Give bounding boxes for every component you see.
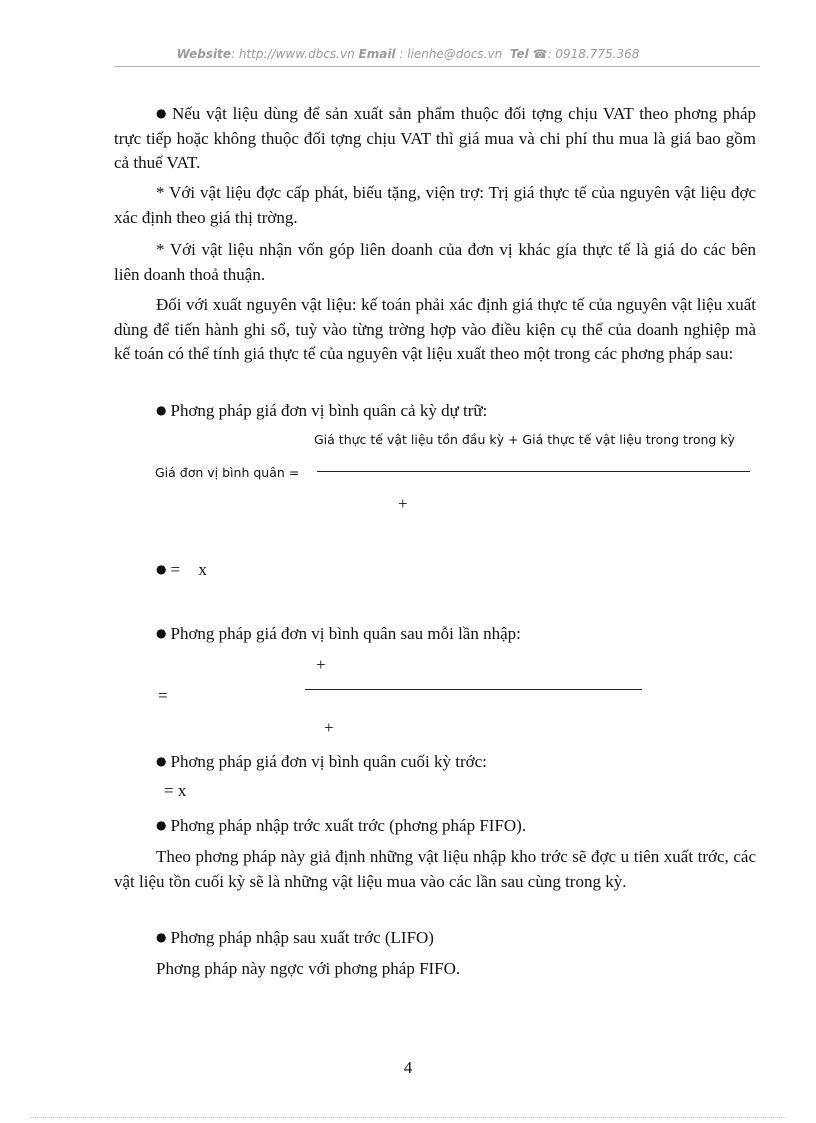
bullet-icon: ● — [156, 403, 167, 417]
bullet-method-lifo: ● Phơng pháp nhập sau xuất trớc (LIFO) — [156, 928, 434, 947]
paragraph-fifo-explanation: Theo phơng pháp này giả định những vật liệu nhập kho trớc sẽ đợc u tiên xuất trớc, các vật liệu tồn cuối kỳ sẽ là những vật liệu mua vào các lần sau cùng trong kỳ. — [114, 847, 756, 891]
bullet-icon: ● — [156, 562, 167, 576]
bullet-method-fifo: ● Phơng pháp nhập trớc xuất trớc (phơng pháp FIFO). — [156, 816, 527, 835]
footer-divider — [30, 1117, 786, 1118]
bullet-icon: ● — [156, 930, 167, 944]
formula2-lhs: = — [158, 686, 168, 705]
website-value: : http://www.dbcs.vn — [230, 47, 355, 61]
page-header — [0, 47, 816, 61]
website-label: Website — [176, 47, 231, 61]
formula2-numerator-plus: + — [316, 655, 326, 674]
bullet-icon: ● — [156, 626, 167, 640]
formula1-numerator: Giá thực tế vật liệu tồn đầu kỳ + Giá thực tế vật liệu trong trong kỳ — [314, 432, 735, 447]
paragraph-joint-venture: * Với vật liệu nhận vốn góp liên doanh của đơn vị khác gía thực tế là giá do các bên liên doanh thoả thuận. — [114, 240, 756, 284]
paragraph-vat: ● Nếu vật liệu dùng để sản xuất sản phẩm thuộc đối tợng chịu VAT theo phơng pháp trực tiếp hoặc không thuộc đối tợng chịu VAT thì giá mua và chi phí thu mua là giá bao gồm cả thuế VAT. — [114, 104, 756, 172]
tel-label: Tel — [509, 47, 529, 61]
formula1-denominator-plus: + — [398, 494, 408, 513]
email-value: : lienhe@docs.vn — [395, 47, 503, 61]
header-divider — [114, 66, 760, 67]
tel-value: : 0918.775.368 — [547, 47, 640, 61]
bullet-icon: ● — [156, 754, 167, 768]
phone-icon: ☎ — [532, 47, 548, 61]
bullet-icon: ● — [156, 818, 167, 832]
bullet-method-2: ● Phơng pháp giá đơn vị bình quân sau mỗi lần nhập: — [156, 624, 521, 643]
email-label: Email — [358, 47, 396, 61]
formula1-lhs: Giá đơn vị bình quân = — [155, 465, 300, 480]
formula2-fraction-bar — [305, 689, 642, 690]
paragraph-aid: * Với vật liệu đợc cấp phát, biếu tặng, viện trợ: Trị giá thực tế của nguyên vật liệu đợc xác định theo giá thị trờng. — [114, 183, 756, 227]
bullet-icon: ● — [156, 106, 168, 120]
formula1-fraction-bar — [317, 471, 750, 472]
formula2-denominator-plus: + — [324, 718, 334, 737]
bullet-formula-1: ● = x — [156, 560, 207, 579]
bullet-method-1: ● Phơng pháp giá đơn vị bình quân cả kỳ dự trữ: — [156, 401, 488, 420]
formula3: = x — [164, 781, 187, 800]
page-number: 4 — [403, 1058, 413, 1077]
bullet-method-3: ● Phơng pháp giá đơn vị bình quân cuối kỳ trớc: — [156, 752, 487, 771]
paragraph-export: Đối với xuất nguyên vật liệu: kế toán phải xác định giá thực tế của nguyên vật liệu xuất dùng để tiến hành ghi sổ, tuỳ vào từng trờng hợp vào điều kiện cụ thể của doanh nghiệp mà kế toán có thể tính giá thực tế của nguyên vật liệu xuất theo một trong các phơng pháp sau: — [114, 295, 756, 363]
paragraph-lifo-explanation: Phơng pháp này ngợc với phơng pháp FIFO. — [156, 959, 461, 978]
